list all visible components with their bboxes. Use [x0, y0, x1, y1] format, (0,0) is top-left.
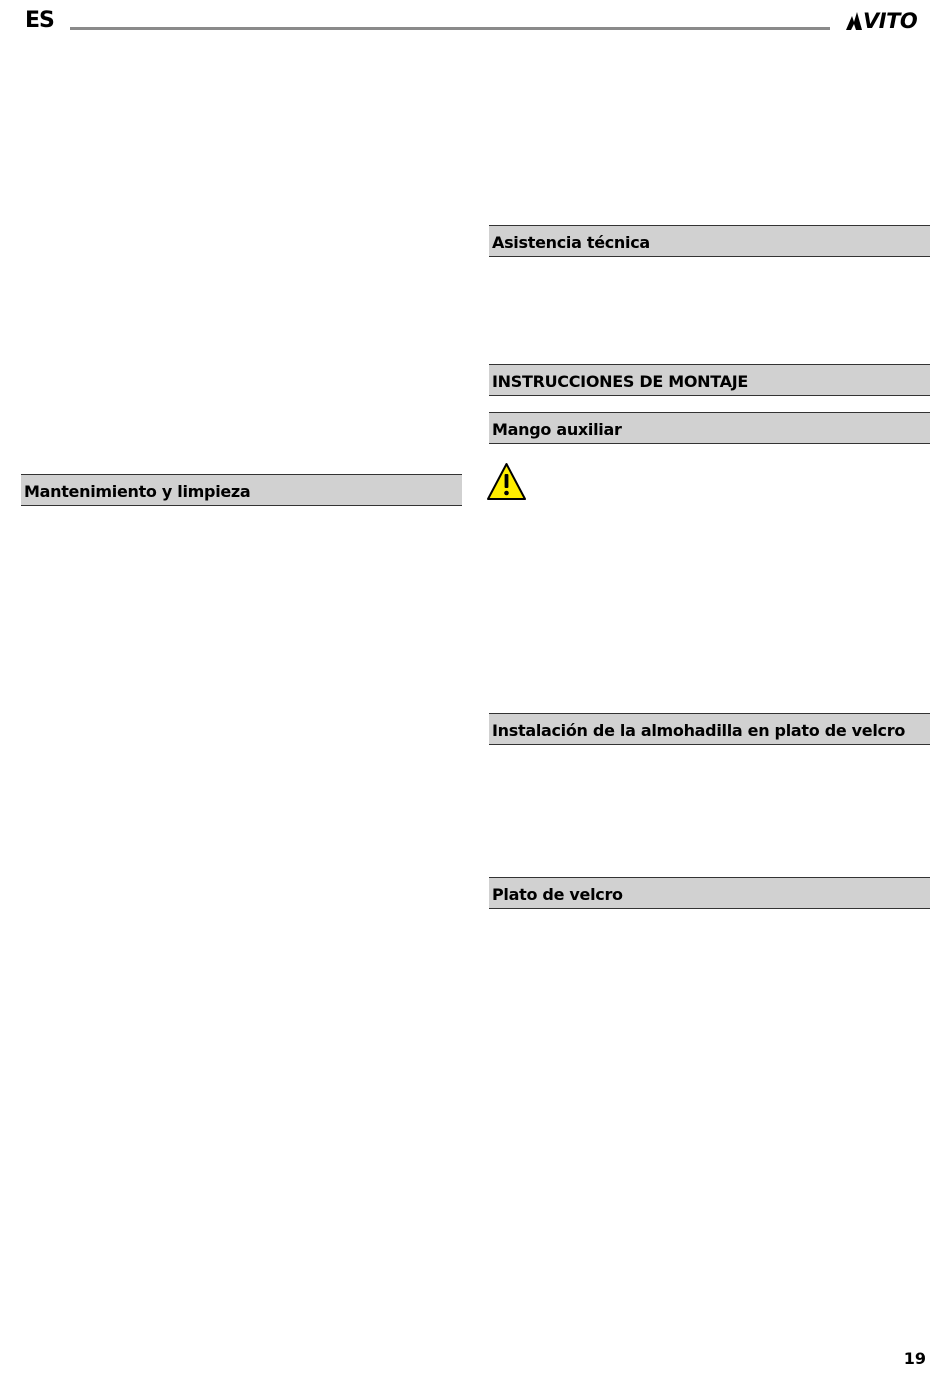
brand-name: VITO: [863, 9, 918, 33]
section-header-mango: [489, 412, 930, 444]
vito-flame-icon: [845, 11, 863, 31]
brand-logo: [845, 9, 927, 33]
section-header-asistencia: [489, 225, 930, 257]
section-header-plato: [489, 877, 930, 909]
section-header-instalacion: [489, 713, 930, 745]
page-number: 19: [903, 1349, 926, 1368]
section-title: Mantenimiento y limpieza: [24, 482, 251, 501]
section-title: INSTRUCCIONES DE MONTAJE: [492, 372, 748, 391]
header-divider: [70, 27, 830, 30]
language-code: ES: [25, 8, 54, 33]
section-title: Mango auxiliar: [492, 420, 622, 439]
section-title: Asistencia técnica: [492, 233, 650, 252]
section-title: Plato de velcro: [492, 885, 623, 904]
section-header-instrucciones: [489, 364, 930, 396]
section-header-mantenimiento: [21, 474, 462, 506]
warning-triangle-icon: [486, 462, 527, 501]
section-title: Instalación de la almohadilla en plato de velcro: [492, 721, 906, 740]
